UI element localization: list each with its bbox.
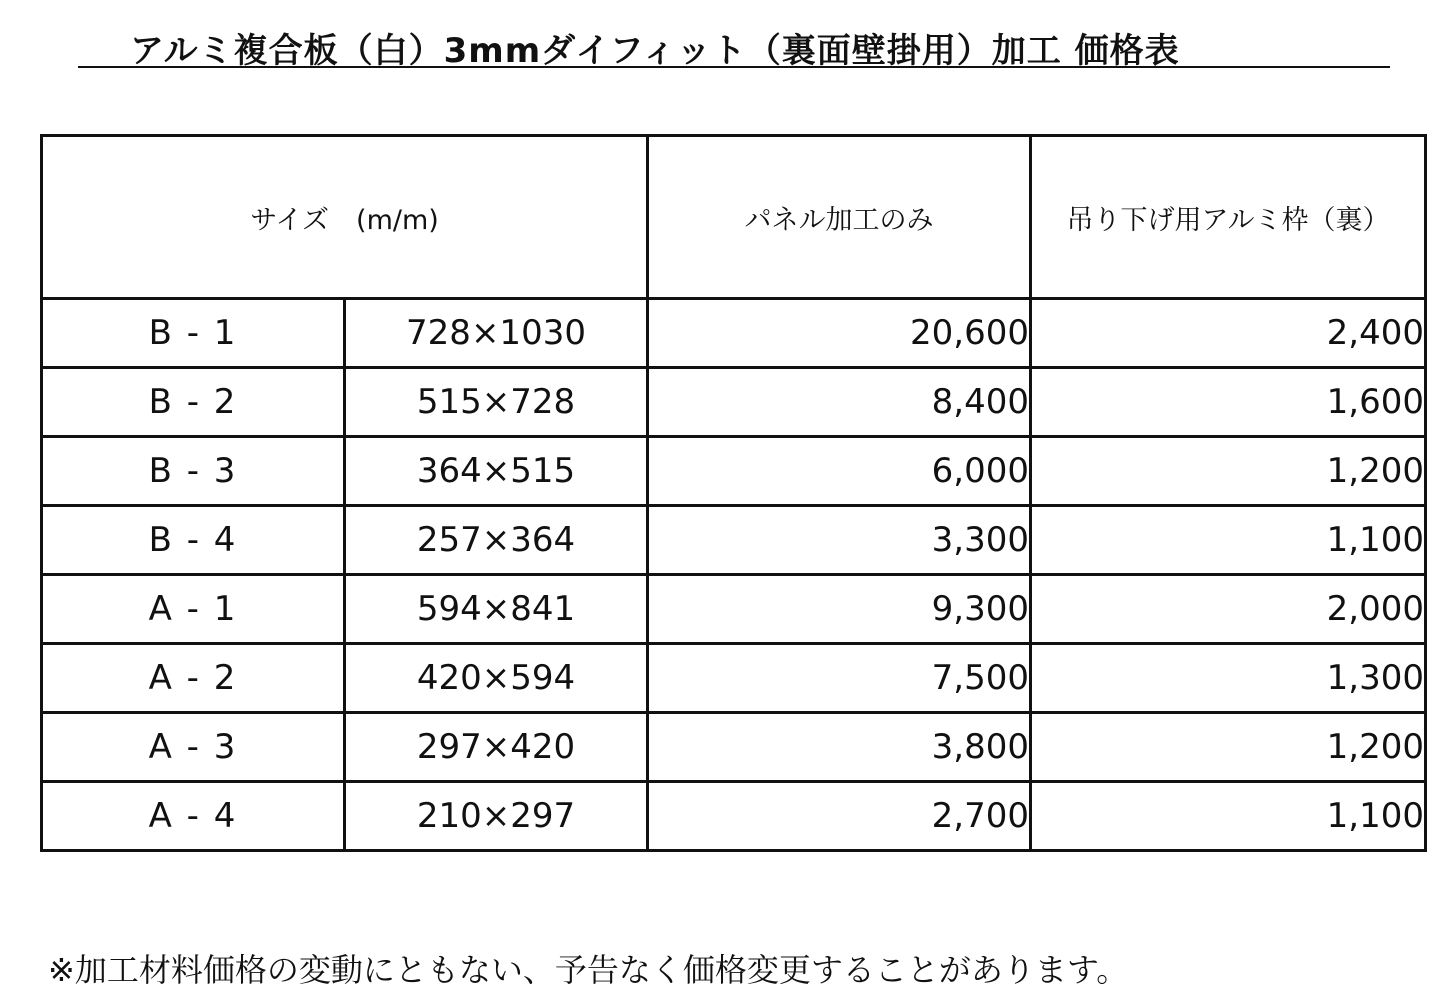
frame-price-cell: 1,200 (1031, 437, 1426, 506)
table-row (42, 299, 1426, 368)
dimensions-cell: 210×297 (345, 782, 648, 851)
table-row (42, 713, 1426, 782)
header-aluminum-frame: 吊り下げ用アルミ枠（裏） (1031, 136, 1426, 299)
panel-price-cell: 6,000 (648, 437, 1031, 506)
frame-price-cell: 1,200 (1031, 713, 1426, 782)
table-row (42, 782, 1426, 851)
panel-price-cell: 2,700 (648, 782, 1031, 851)
size-code-cell: B - 2 (42, 368, 345, 437)
panel-price-cell: 8,400 (648, 368, 1031, 437)
panel-price-cell: 20,600 (648, 299, 1031, 368)
size-code-cell: A - 2 (42, 644, 345, 713)
table-row (42, 368, 1426, 437)
size-code-cell: A - 4 (42, 782, 345, 851)
dimensions-cell: 728×1030 (345, 299, 648, 368)
size-code-cell: A - 1 (42, 575, 345, 644)
table-header-row (42, 136, 1426, 299)
dimensions-cell: 515×728 (345, 368, 648, 437)
page-title: アルミ複合板（白）3mmダイフィット（裏面壁掛用）加工 価格表 (130, 31, 1180, 71)
frame-price-cell: 1,100 (1031, 782, 1426, 851)
dimensions-cell: 420×594 (345, 644, 648, 713)
panel-price-cell: 3,800 (648, 713, 1031, 782)
dimensions-cell: 257×364 (345, 506, 648, 575)
table-row (42, 575, 1426, 644)
size-code-cell: A - 3 (42, 713, 345, 782)
title-block (78, 18, 1390, 71)
table-row (42, 506, 1426, 575)
header-panel-processing: パネル加工のみ (648, 136, 1031, 299)
dimensions-cell: 297×420 (345, 713, 648, 782)
size-code-cell: B - 3 (42, 437, 345, 506)
panel-price-cell: 3,300 (648, 506, 1031, 575)
table-row (42, 437, 1426, 506)
table-row (42, 644, 1426, 713)
frame-price-cell: 2,400 (1031, 299, 1426, 368)
price-table (40, 134, 1427, 852)
footnote: ※加工材料価格の変動にともない、予告なく価格変更することがあります。 (48, 951, 1129, 989)
size-code-cell: B - 1 (42, 299, 345, 368)
frame-price-cell: 1,300 (1031, 644, 1426, 713)
dimensions-cell: 364×515 (345, 437, 648, 506)
frame-price-cell: 2,000 (1031, 575, 1426, 644)
panel-price-cell: 9,300 (648, 575, 1031, 644)
dimensions-cell: 594×841 (345, 575, 648, 644)
frame-price-cell: 1,100 (1031, 506, 1426, 575)
size-code-cell: B - 4 (42, 506, 345, 575)
panel-price-cell: 7,500 (648, 644, 1031, 713)
frame-price-cell: 1,600 (1031, 368, 1426, 437)
header-size: サイズ (m/m) (42, 136, 648, 299)
